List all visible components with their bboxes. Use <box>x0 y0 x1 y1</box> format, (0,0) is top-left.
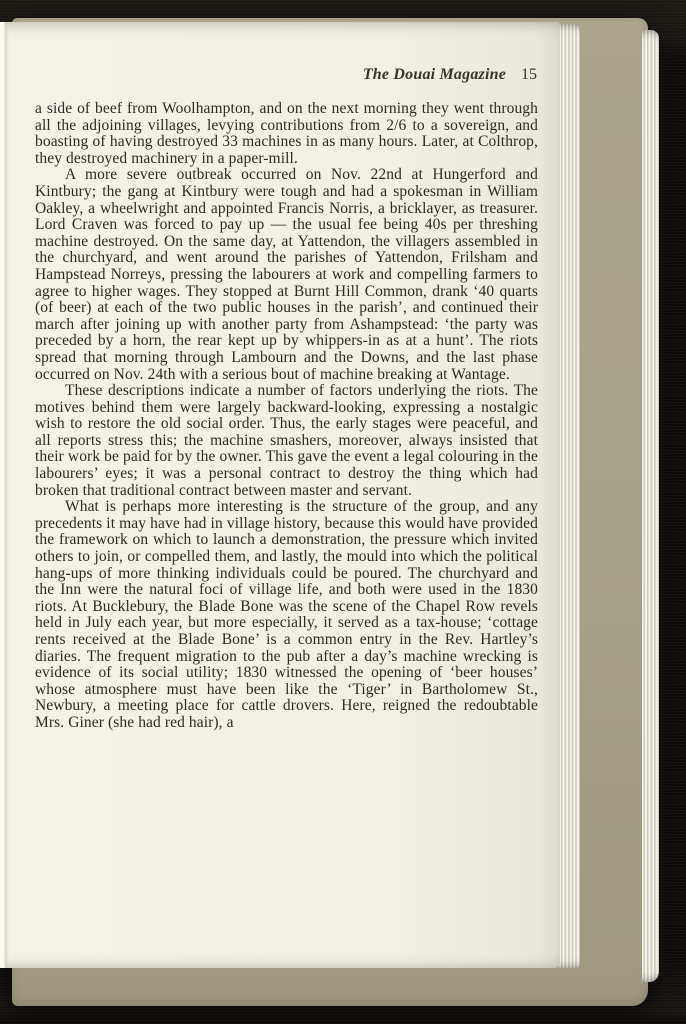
paragraph-motives: These descriptions indicate a number of factors underlying the riots. The motives behind them were largely backward-looking, expressing a nostalgic wish to restore the old social order. Thus, the early stages were peaceful, and all reports stress this; the machine smashers, moreover, always insisted that their work be paid for by the owner. This gave the event a legal colouring in the labourers’ eyes; it was a personal contract to destroy the thing which had broken that traditional contract between master and servant. <box>35 382 538 499</box>
paragraph-outbreak: A more severe outbreak occurred on Nov. 22nd at Hungerford and Kintbury; the gang at Kintbury were tough and had a spokesman in William Oakley, a wheelwright and appointed Francis Norris, a bricklayer, as treasurer. Lord Craven was forced to pay up — the usual fee being 40s per threshing machine destroyed. On the same day, at Yattendon, the villagers assembled in the churchyard, and went around the parishes of Yattendon, Frilsham and Hampstead Norreys, pressing the labourers at work and compelling farmers to agree to higher wages. They stopped at Burnt Hill Common, drank ‘40 quarts (of beer) at each of the two public houses in the parish’, and continued their march after joining up with another party from Ashampstead: ‘the party was preceded by a horn, the rear kept up by whippers-in as at a hunt’. The riots spread that morning through Lambourn and the Downs, and the last phase occurred on Nov. 24th with a serious bout of machine breaking at Wantage. <box>35 166 538 383</box>
page-content <box>35 66 538 732</box>
running-header <box>35 66 538 84</box>
paragraph-continuation: a side of beef from Woolhampton, and on the next morning they went through all the adjoining villages, levying contributions from 2/6 to a sovereign, and boasting of having destroyed 33 machines in as many hours. Later, at Colthrop, they destroyed machinery in a paper-mill. <box>35 100 538 167</box>
body-text <box>35 101 538 732</box>
book-page-scan <box>0 22 560 968</box>
paragraph-structure: What is perhaps more interesting is the structure of the group, and any precedents it may have had in village history, because this would have provided the framework on which to launch a demonstration, the pressure which invited others to join, or compelled them, and lastly, the mould into which the political hang-ups of more thinking individuals could be poured. The churchyard and the Inn were the natural foci of village life, and both were used in the 1830 riots. At Bucklebury, the Blade Bone was the scene of the Chapel Row revels held in July each year, but more especially, it served as a tax-house; ‘cottage rents received at the Blade Bone’ is a common entry in the Rev. Hartley’s diaries. The frequent migration to the pub after a day’s machine wrecking is evidence of its social utility; 1830 witnessed the opening of ‘beer houses’ whose atmosphere must have been like the ‘Tiger’ in Bartholomew St., Newbury, a meeting place for cattle drovers. Here, reigned the redoubtable Mrs. Giner (she had red hair), a <box>35 498 538 731</box>
magazine-title: The Douai Magazine <box>362 66 506 83</box>
page-number: 15 <box>521 66 537 83</box>
page-stack-edge-outer <box>642 30 659 982</box>
